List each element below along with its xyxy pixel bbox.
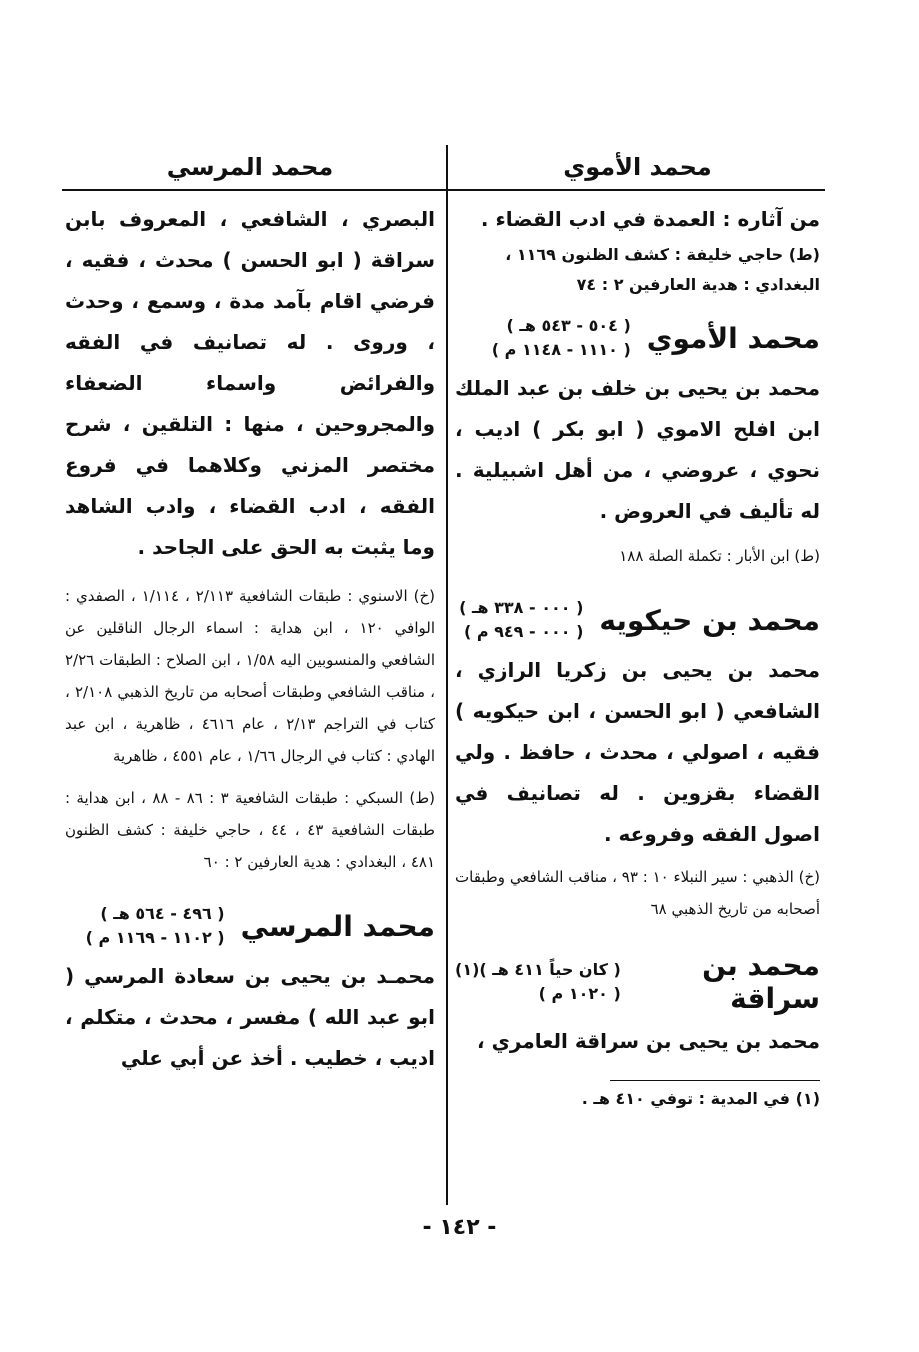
entry-source: (خ) الذهبي : سير النبلاء ١٠ : ٩٣ ، مناقب الشافعي وطبقات أصحابه من تاريخ الذهبي ٦٨ [455, 868, 821, 918]
entry-text: محمـد بن يحيى بن سعادة المرسي ( ابو عبد الله ) مفسر ، محدث ، متكلم ، اديب ، خطيب . أخذ عن أبي علي [65, 964, 435, 1070]
gregorian-dates: ( ١١٠٢ - ١١٦٩ م ) [85, 928, 225, 947]
page-number: - ١٤٢ - [422, 1215, 497, 1240]
left-column-header: محمد المرسي [166, 153, 334, 181]
hijri-dates: ( ٤٩٦ - ٥٦٤ هـ ) [100, 904, 225, 923]
entry-heading [65, 902, 435, 950]
entry-source: (ط) ابن الأبار : تكملة الصلة ١٨٨ [619, 547, 820, 565]
gregorian-dates: ( ١٠٢٠ م ) [538, 984, 621, 1003]
intro-text: من آثاره : العمدة في ادب القضاء . [480, 207, 820, 231]
hijri-dates: ( ٠٠٠ - ٣٣٨ هـ ) [459, 598, 584, 617]
entry-heading [455, 314, 820, 362]
source-manuscripts: (خ) الاسنوي : طبقات الشافعية ٢/١١٣ ، ١/١١٤ ، الصفدي : الوافي ١٢٠ ، ابن هداية : اسماء الرجال الناقلين عن الشافعي والمنسوبين اليه ١/٥٨ ، ابن الصلاح : الطبقات ٢/٢٦ ، مناقب الشافعي وطبقات أصحابه من تاريخ الذهبي ٢/١٠٨ ، كتاب في التراجم ٢/١٣ ، عام ٤٦١٦ ، ظاهرية ، ابن عبد الهادي : كتاب في الرجال ١/٦٦ ، عام ٤٥٥١ ، ظاهرية [65, 587, 436, 765]
entry-dates [86, 902, 225, 950]
right-column-header: محمد الأموي [563, 153, 712, 181]
column-divider [446, 145, 448, 1205]
intro-source: (ط) حاجي خليفة : كشف الظنون ١١٦٩ ، البغدادي : هدية العارفين ٢ : ٧٤ [505, 245, 820, 294]
right-column [455, 145, 820, 1108]
entry-dates [455, 958, 621, 1006]
footnote: (١) في المدية : توفي ٤١٠ هـ . [581, 1089, 820, 1108]
entry-dates [459, 596, 583, 644]
entry-text: محمد بن يحيى بن سراقة العامري ، [477, 1029, 820, 1053]
gregorian-dates: ( ٠٠٠ - ٩٤٩ م ) [463, 622, 584, 641]
continued-text: البصري ، الشافعي ، المعروف بابن سراقة ( ابو الحسن ) محدث ، فقيه ، فرضي اقام بآمد مدة ، وسمع ، وحدث ، وروى . له تصانيف في الفقه والفرائض واسماء الضعفاء والمجروحين ، منها : التلقين ، شرح مختصر المزني وكلاهما في فروع الفقه ، ادب القضاء ، وادب الشاهد وما يثبت به الحق على الجاحد . [65, 207, 435, 559]
entry-heading [455, 596, 820, 644]
entry-text: محمد بن يحيى بن خلف بن عبد الملك ابن افلح الاموي ( ابو بكر ) اديب ، نحوي ، عروضي ، من أهل اشبيلية . له تأليف في العروض . [455, 376, 820, 523]
entry-name: محمد بن حيكويه [599, 603, 820, 637]
entry-name: محمد الأموي [646, 321, 820, 355]
left-column [65, 145, 435, 1079]
source-printed: (ط) السبكي : طبقات الشافعية ٣ : ٨٦ - ٨٨ ، ابن هداية : طبقات الشافعية ٤٣ ، ٤٤ ، حاجي خليفة : كشف الظنون ٤٨١ ، البغدادي : هدية العارفين ٢ : ٦٠ [65, 789, 435, 871]
entry-heading [455, 949, 820, 1015]
entry-dates [492, 314, 631, 362]
hijri-dates: ( كان حياً ٤١١ هـ )(١) [455, 960, 621, 979]
entry-name: محمد بن سراقة [702, 949, 820, 1015]
footnote-rule [610, 1080, 820, 1081]
hijri-dates: ( ٥٠٤ - ٥٤٣ هـ ) [506, 316, 631, 335]
gregorian-dates: ( ١١١٠ - ١١٤٨ م ) [491, 340, 631, 359]
entry-text: محمد بن يحيى بن زكريا الرازي ، الشافعي ( ابو الحسن ، ابن حيكويه ) فقيه ، اصولي ، محدث ، حافظ . ولي القضاء بقزوين . له تصانيف في اصول الفقه وفروعه . [455, 658, 820, 846]
entry-name: محمد المرسي [240, 909, 435, 943]
